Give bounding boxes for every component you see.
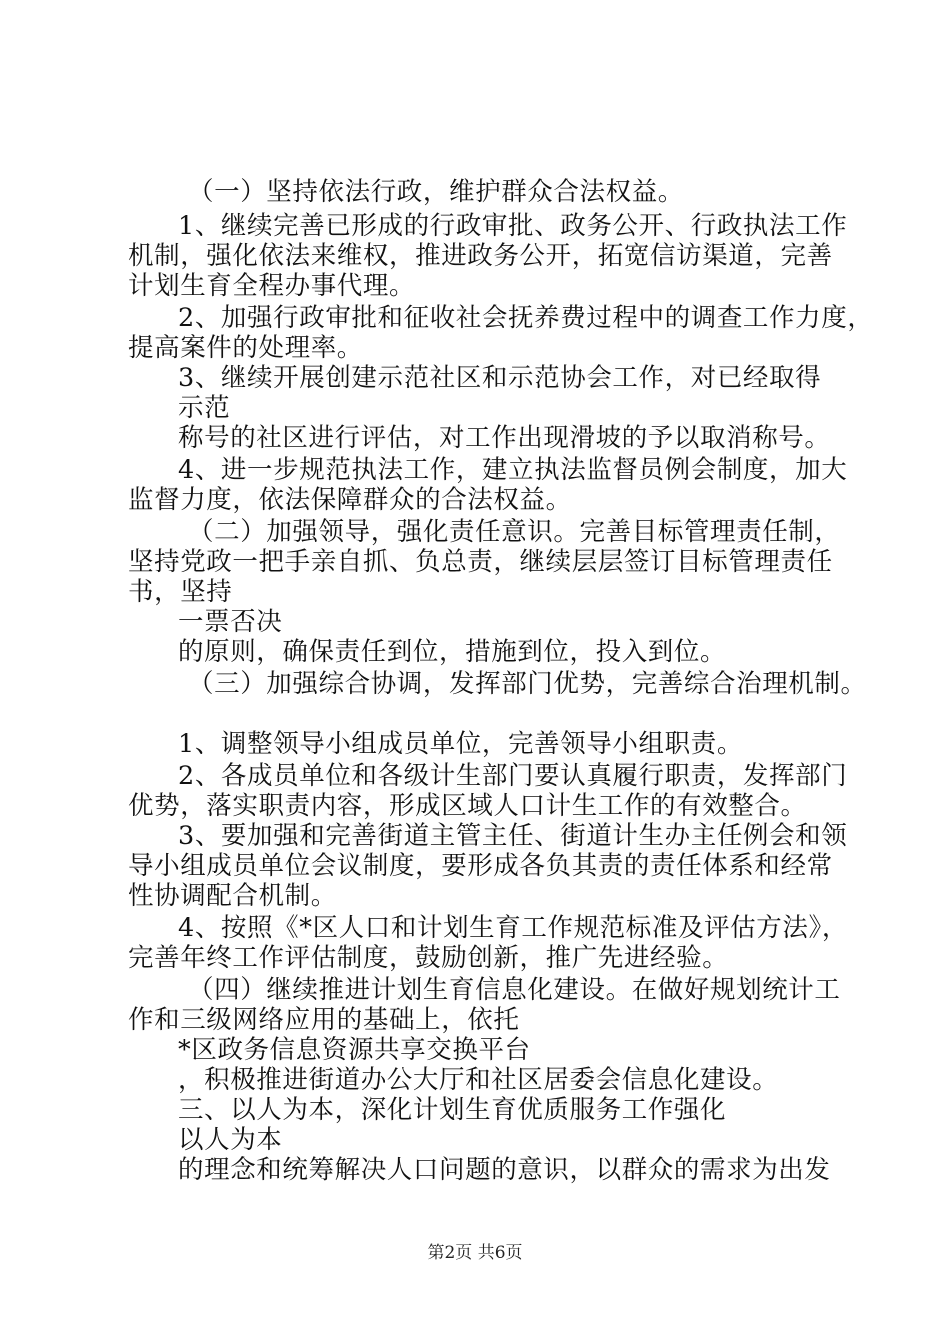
text-line: 4、进一步规范执法工作，建立执法监督员例会制度，加大	[178, 455, 848, 485]
text-line: 完善年终工作评估制度，鼓励创新，推广先进经验。	[128, 943, 729, 973]
text-line: 一票否决	[178, 607, 283, 637]
text-line: 1、继续完善已形成的行政审批、政务公开、行政执法工作	[178, 211, 848, 241]
text-line: 监督力度，依法保障群众的合法权益。	[128, 485, 572, 515]
text-line: 3、继续开展创建示范社区和示范协会工作，对已经取得	[178, 363, 822, 393]
text-line: 称号的社区进行评估，对工作出现滑坡的予以取消称号。	[178, 423, 831, 453]
text-line: 书，坚持	[128, 577, 233, 607]
text-line: 提高案件的处理率。	[128, 333, 363, 363]
text-line: 的原则，确保责任到位，措施到位，投入到位。	[178, 637, 727, 667]
text-line: 坚持党政一把手亲自抓、负总责，继续层层签订目标管理责任	[128, 547, 833, 577]
text-line: *区政务信息资源共享交换平台	[178, 1035, 531, 1065]
text-line: 以人为本	[178, 1125, 283, 1155]
text-line: 2、各成员单位和各级计生部门要认真履行职责，发挥部门	[178, 761, 848, 791]
text-line: 示范	[178, 393, 231, 423]
page-footer: 第2页 共6页	[427, 1243, 523, 1263]
text-line: 1、调整领导小组成员单位，完善领导小组职责。	[178, 729, 743, 759]
text-line: 2、加强行政审批和征收社会抚养费过程中的调查工作力度，	[178, 303, 874, 333]
text-line: （二）加强领导，强化责任意识。完善目标管理责任制，	[188, 517, 841, 547]
text-line: 导小组成员单位会议制度，要形成各负其责的责任体系和经常	[128, 851, 833, 881]
text-line: （三）加强综合协调，发挥部门优势，完善综合治理机制。	[188, 669, 867, 699]
text-line: 三、以人为本，深化计划生育优质服务工作强化	[178, 1095, 727, 1125]
text-line: （一）坚持依法行政，维护群众合法权益。	[188, 177, 684, 207]
text-line: ，积极推进街道办公大厅和社区居委会信息化建设。	[178, 1065, 779, 1095]
text-line: 优势，落实职责内容，形成区域人口计生工作的有效整合。	[128, 791, 807, 821]
text-line: 计划生育全程办事代理。	[128, 271, 416, 301]
text-line: 的理念和统筹解决人口问题的意识，以群众的需求为出发	[178, 1155, 831, 1185]
text-line: 4、按照《*区人口和计划生育工作规范标准及评估方法》，	[178, 913, 848, 943]
text-line: 作和三级网络应用的基础上，依托	[128, 1005, 520, 1035]
text-line: 性协调配合机制。	[128, 881, 337, 911]
text-line: （四）继续推进计划生育信息化建设。在做好规划统计工	[188, 975, 841, 1005]
text-line: 机制，强化依法来维权，推进政务公开，拓宽信访渠道，完善	[128, 241, 833, 271]
text-line: 3、要加强和完善街道主管主任、街道计生办主任例会和领	[178, 821, 848, 851]
